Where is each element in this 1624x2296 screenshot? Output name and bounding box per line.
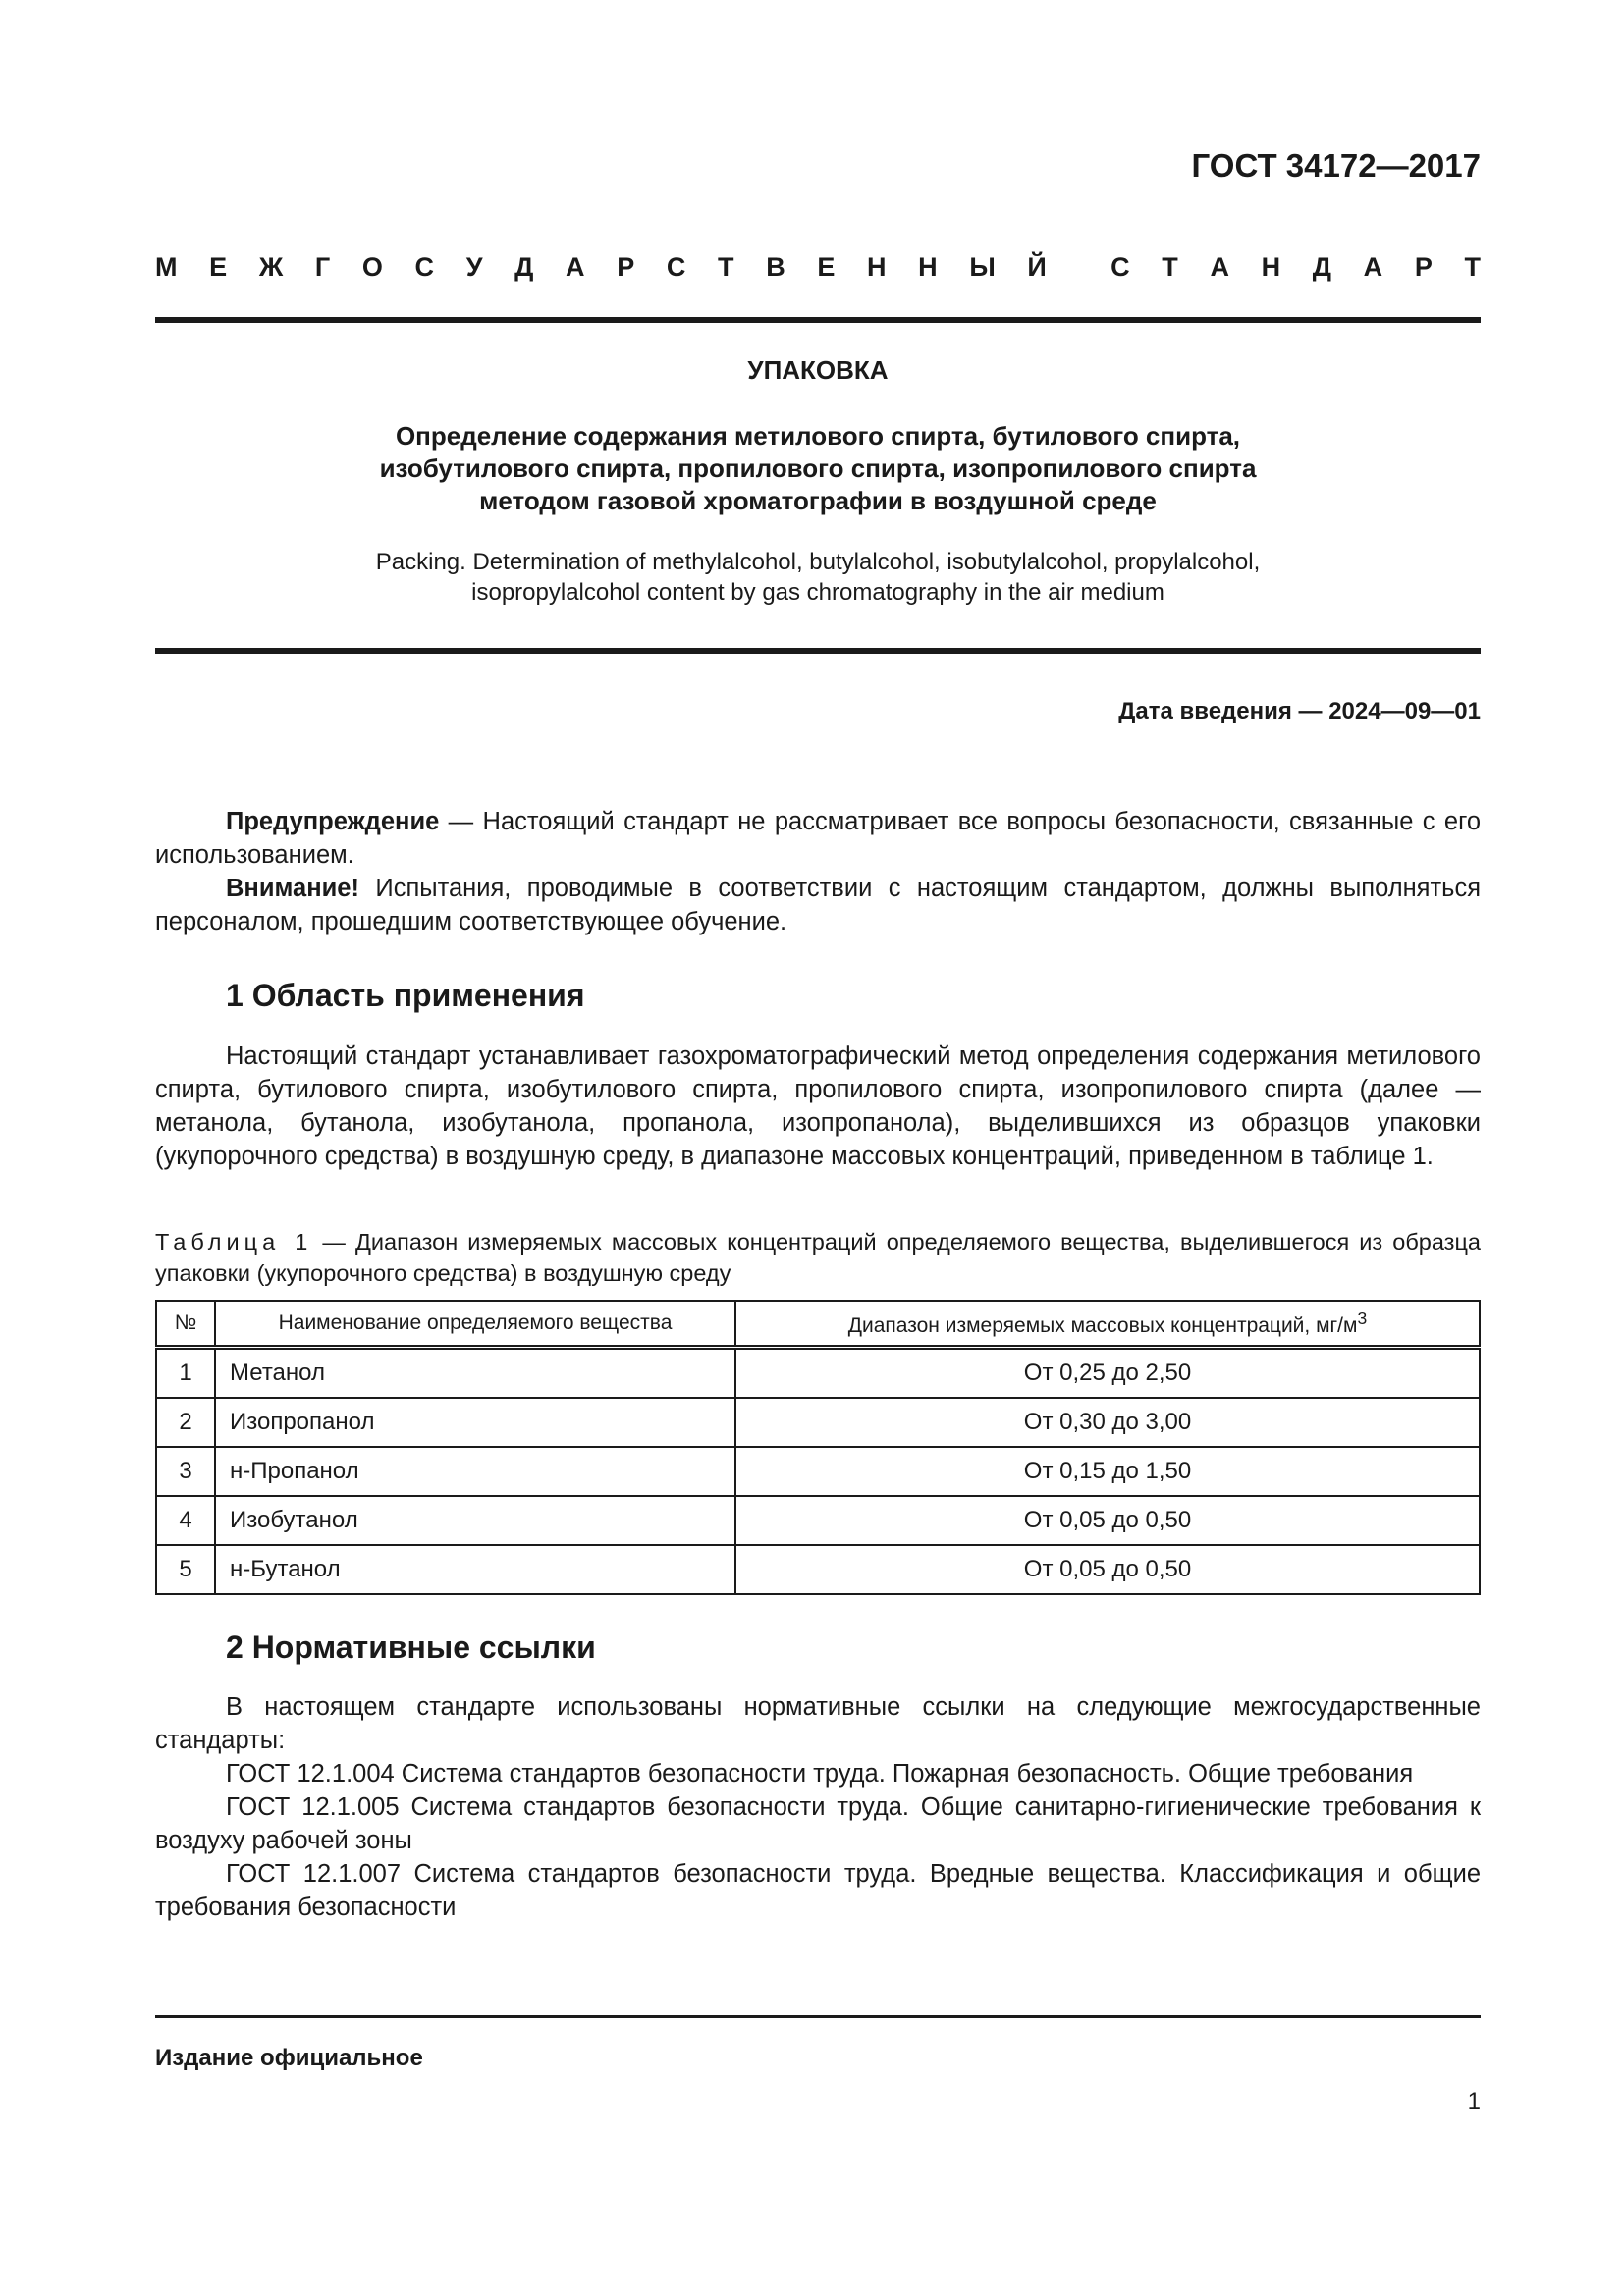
substance-name: Изобутанол — [215, 1496, 735, 1545]
banner-letter: Н — [867, 252, 887, 282]
document-category: УПАКОВКА — [747, 355, 889, 385]
reference-item: ГОСТ 12.1.007 Система стандартов безопасности труда. Вредные вещества. Классификация и общие требования безопасности — [155, 1860, 1481, 1921]
title-line: Определение содержания метилового спирта, бутилового спирта, — [395, 421, 1241, 451]
header-range-text: Диапазон измеряемых массовых концентраций, мг/м — [847, 1314, 1358, 1337]
banner-letter: С — [666, 252, 686, 282]
banner-letter: Н — [1261, 252, 1281, 282]
banner-letter: Е — [209, 252, 228, 282]
title-line: Packing. Determination of methylalcohol, butylalcohol, isobutylalcohol, propylalcohol, — [375, 549, 1261, 575]
top-rule — [155, 317, 1481, 323]
header-number: № — [156, 1301, 215, 1348]
section-2-heading: 2 Нормативные ссылки — [226, 1629, 596, 1665]
banner-letter: А — [1210, 252, 1229, 282]
page-number: 1 — [1467, 2088, 1481, 2114]
warning-label: Предупреждение — [226, 808, 440, 835]
section-2-text — [155, 1690, 1481, 1924]
banner-letter: В — [766, 252, 785, 282]
paragraph: В настоящем стандарте использованы нормативные ссылки на следующие межгосударственные стандарты: — [155, 1693, 1481, 1754]
concentration-range: От 0,05 до 0,50 — [735, 1545, 1480, 1594]
banner-letter: Д — [514, 252, 534, 282]
attention-text: Испытания, проводимые в соответствии с настоящим стандартом, должны выполняться персоналом, прошедшим соответствующее обучение. — [155, 875, 1481, 935]
table-caption — [155, 1226, 1481, 1289]
banner-letter: Е — [817, 252, 836, 282]
row-number: 4 — [156, 1496, 215, 1545]
header-substance: Наименование определяемого вещества — [215, 1301, 735, 1348]
banner-letter: Й — [1027, 252, 1047, 282]
banner-letter: А — [1363, 252, 1383, 282]
substance-name: Метанол — [215, 1348, 735, 1399]
banner-letter: С — [414, 252, 435, 282]
interstate-standard-banner — [155, 252, 1481, 283]
banner-letter: Г — [314, 252, 331, 282]
substance-name: Изопропанол — [215, 1398, 735, 1447]
banner-letter: Д — [1312, 252, 1332, 282]
section-1-heading: 1 Область применения — [226, 978, 585, 1013]
effective-date: Дата введения — 2024—09—01 — [1118, 698, 1481, 724]
superscript: 3 — [1357, 1308, 1368, 1328]
title-line: изобутилового спирта, пропилового спирта, изопропилового спирта — [379, 454, 1257, 483]
caption-label: Таблица 1 — [155, 1229, 313, 1255]
title-rule — [155, 648, 1481, 654]
banner-letter: У — [465, 252, 483, 282]
banner-letter: Ы — [969, 252, 996, 282]
header-range — [735, 1301, 1480, 1348]
row-number: 3 — [156, 1447, 215, 1496]
footer-rule — [155, 2015, 1481, 2018]
substance-name: н-Бутанол — [215, 1545, 735, 1594]
table-header-row — [156, 1301, 1480, 1348]
banner-letter: Н — [918, 252, 938, 282]
concentration-range: От 0,25 до 2,50 — [735, 1348, 1480, 1399]
banner-letter: Ж — [258, 252, 284, 282]
substance-name: н-Пропанол — [215, 1447, 735, 1496]
table-row — [156, 1348, 1480, 1399]
banner-letter: С — [1110, 252, 1130, 282]
title-line: isopropylalcohol content by gas chromatography in the air medium — [471, 579, 1164, 606]
english-title — [155, 547, 1481, 608]
table-row — [156, 1545, 1480, 1594]
attention-label: Внимание! — [226, 875, 359, 902]
banner-letter: Т — [1464, 252, 1481, 282]
banner-letter: А — [566, 252, 585, 282]
table-row — [156, 1447, 1480, 1496]
russian-title — [155, 420, 1481, 517]
title-line: методом газовой хроматографии в воздушной среде — [479, 486, 1157, 515]
reference-item: ГОСТ 12.1.005 Система стандартов безопасности труда. Общие санитарно-гигиенические требования к воздуху рабочей зоны — [155, 1793, 1481, 1854]
banner-letter: О — [361, 252, 383, 282]
banner-letter: М — [155, 252, 178, 282]
concentration-range: От 0,15 до 1,50 — [735, 1447, 1480, 1496]
warning-block — [155, 805, 1481, 938]
banner-letter: Р — [1414, 252, 1433, 282]
table-row — [156, 1398, 1480, 1447]
row-number: 2 — [156, 1398, 215, 1447]
reference-item: ГОСТ 12.1.004 Система стандартов безопасности труда. Пожарная безопасность. Общие требования — [226, 1760, 1414, 1788]
concentration-table — [155, 1300, 1481, 1595]
caption-text: — Диапазон измеряемых массовых концентраций определяемого вещества, выделившегося из образца упаковки (укупорочного средства) в воздушную среду — [155, 1229, 1481, 1286]
banner-letter: Р — [617, 252, 635, 282]
banner-letter: Т — [718, 252, 734, 282]
table-row — [156, 1496, 1480, 1545]
concentration-range: От 0,05 до 0,50 — [735, 1496, 1480, 1545]
section-1-text — [155, 1040, 1481, 1173]
banner-letter: Т — [1162, 252, 1178, 282]
official-edition: Издание официальное — [155, 2045, 423, 2071]
row-number: 5 — [156, 1545, 215, 1594]
concentration-range: От 0,30 до 3,00 — [735, 1398, 1480, 1447]
standard-code: ГОСТ 34172—2017 — [1191, 147, 1481, 184]
paragraph: Настоящий стандарт устанавливает газохроматографический метод определения содержания метилового спирта, бутилового спирта, изобутилового спирта, пропилового спирта, изопропилового спирта (далее — метанола, бутанола, изобутанола, пропанола, изопропанола), выделившихся из образцов упаковки (укупорочного средства) в воздушную среду, в диапазоне массовых концентраций, приведенном в таблице 1. — [155, 1042, 1481, 1170]
row-number: 1 — [156, 1348, 215, 1399]
warning-text: — Настоящий стандарт не рассматривает все вопросы безопасности, связанные с его использованием. — [155, 808, 1481, 869]
